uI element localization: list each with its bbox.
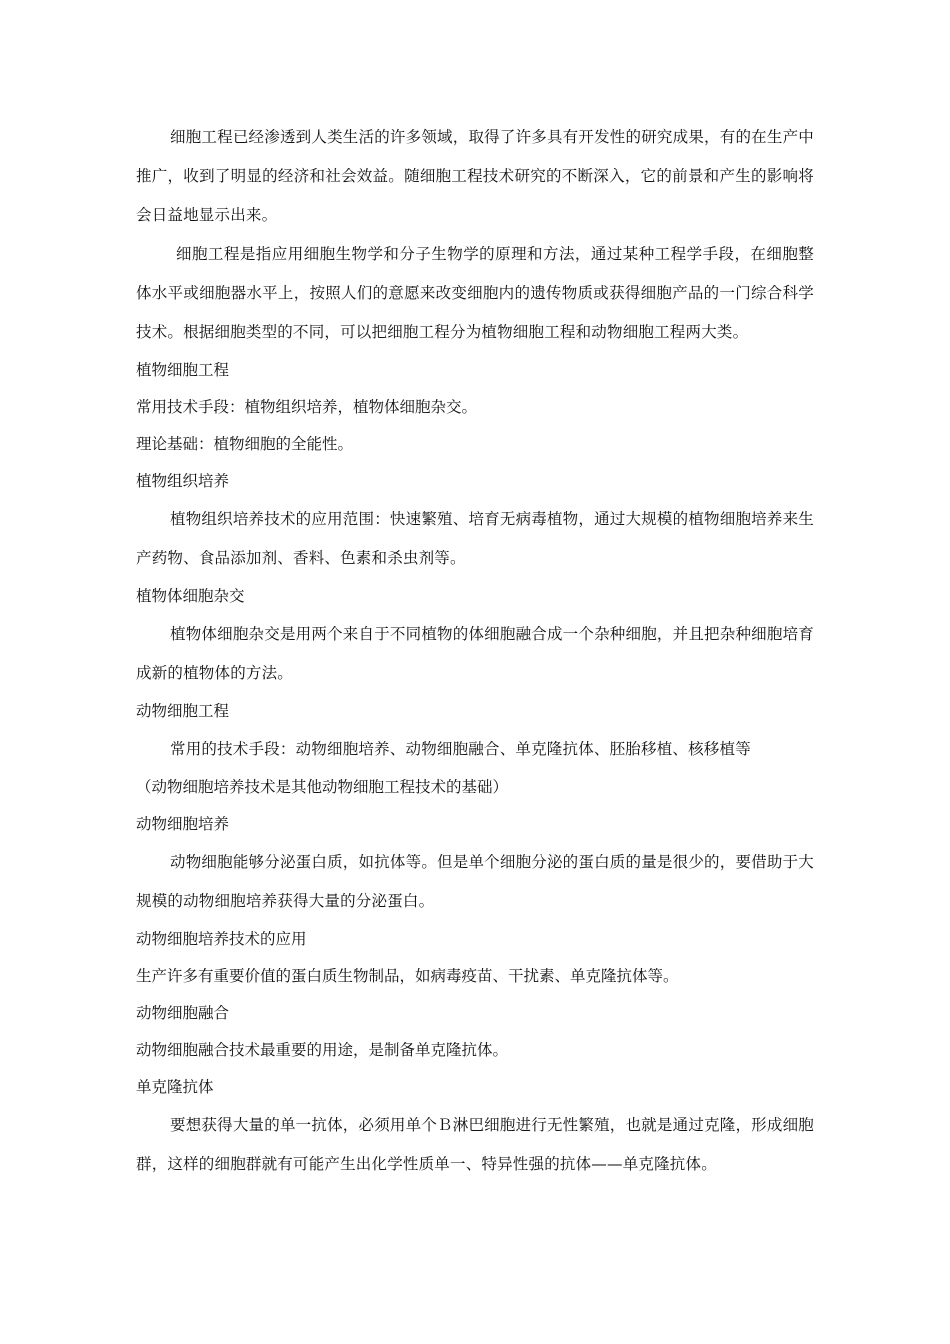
animal-methods-note: （动物细胞培养技术是其他动物细胞工程技术的基础）	[136, 778, 509, 796]
heading-plant-cell-engineering: 植物细胞工程	[136, 361, 230, 379]
intro-paragraph-2: 细胞工程是指应用细胞生物学和分子生物学的原理和方法，通过某种工程学手段，在细胞整体水平或细胞器水平上，按照人们的意愿来改变细胞内的遗传物质或获得细胞产品的一门综合科学技术。根据细胞类型的不同，可以把细胞工程分为植物细胞工程和动物细胞工程两大类。	[136, 245, 814, 341]
heading-cell-fusion: 动物细胞融合	[136, 1004, 230, 1022]
animal-culture-paragraph: 动物细胞能够分泌蛋白质，如抗体等。但是单个细胞分泌的蛋白质的量是很少的，要借助于大规模的动物细胞培养获得大量的分泌蛋白。	[136, 853, 814, 910]
heading-animal-cell-culture: 动物细胞培养	[136, 815, 230, 833]
heading-somatic-hybridization: 植物体细胞杂交	[136, 587, 245, 605]
plant-methods: 常用技术手段：植物组织培养，植物体细胞杂交。	[136, 398, 478, 416]
heading-monoclonal-antibody: 单克隆抗体	[136, 1078, 214, 1096]
plant-theory: 理论基础：植物细胞的全能性。	[136, 435, 354, 453]
culture-application-text: 生产许多有重要价值的蛋白质生物制品，如病毒疫苗、干扰素、单克隆抗体等。	[136, 967, 679, 985]
heading-plant-tissue-culture: 植物组织培养	[136, 472, 230, 490]
intro-paragraph-1: 细胞工程已经渗透到人类生活的许多领域，取得了许多具有开发性的研究成果，有的在生产中推广，收到了明显的经济和社会效益。随细胞工程技术研究的不断深入，它的前景和产生的影响将会日益地显示出来。	[136, 128, 814, 224]
monoclonal-antibody-paragraph: 要想获得大量的单一抗体，必须用单个Ｂ淋巴细胞进行无性繁殖，也就是通过克隆，形成细胞群，这样的细胞群就有可能产生出化学性质单一、特异性强的抗体——单克隆抗体。	[136, 1116, 814, 1173]
animal-methods: 常用的技术手段：动物细胞培养、动物细胞融合、单克隆抗体、胚胎移植、核移植等	[170, 740, 751, 758]
heading-culture-application: 动物细胞培养技术的应用	[136, 930, 307, 948]
tissue-culture-paragraph: 植物组织培养技术的应用范围：快速繁殖、培育无病毒植物，通过大规模的植物细胞培养来生产药物、食品添加剂、香料、色素和杀虫剂等。	[136, 510, 814, 567]
heading-animal-cell-engineering: 动物细胞工程	[136, 702, 230, 720]
somatic-hybridization-paragraph: 植物体细胞杂交是用两个来自于不同植物的体细胞融合成一个杂种细胞，并且把杂种细胞培育成新的植物体的方法。	[136, 625, 814, 682]
cell-fusion-text: 动物细胞融合技术最重要的用途，是制备单克隆抗体。	[136, 1041, 509, 1059]
